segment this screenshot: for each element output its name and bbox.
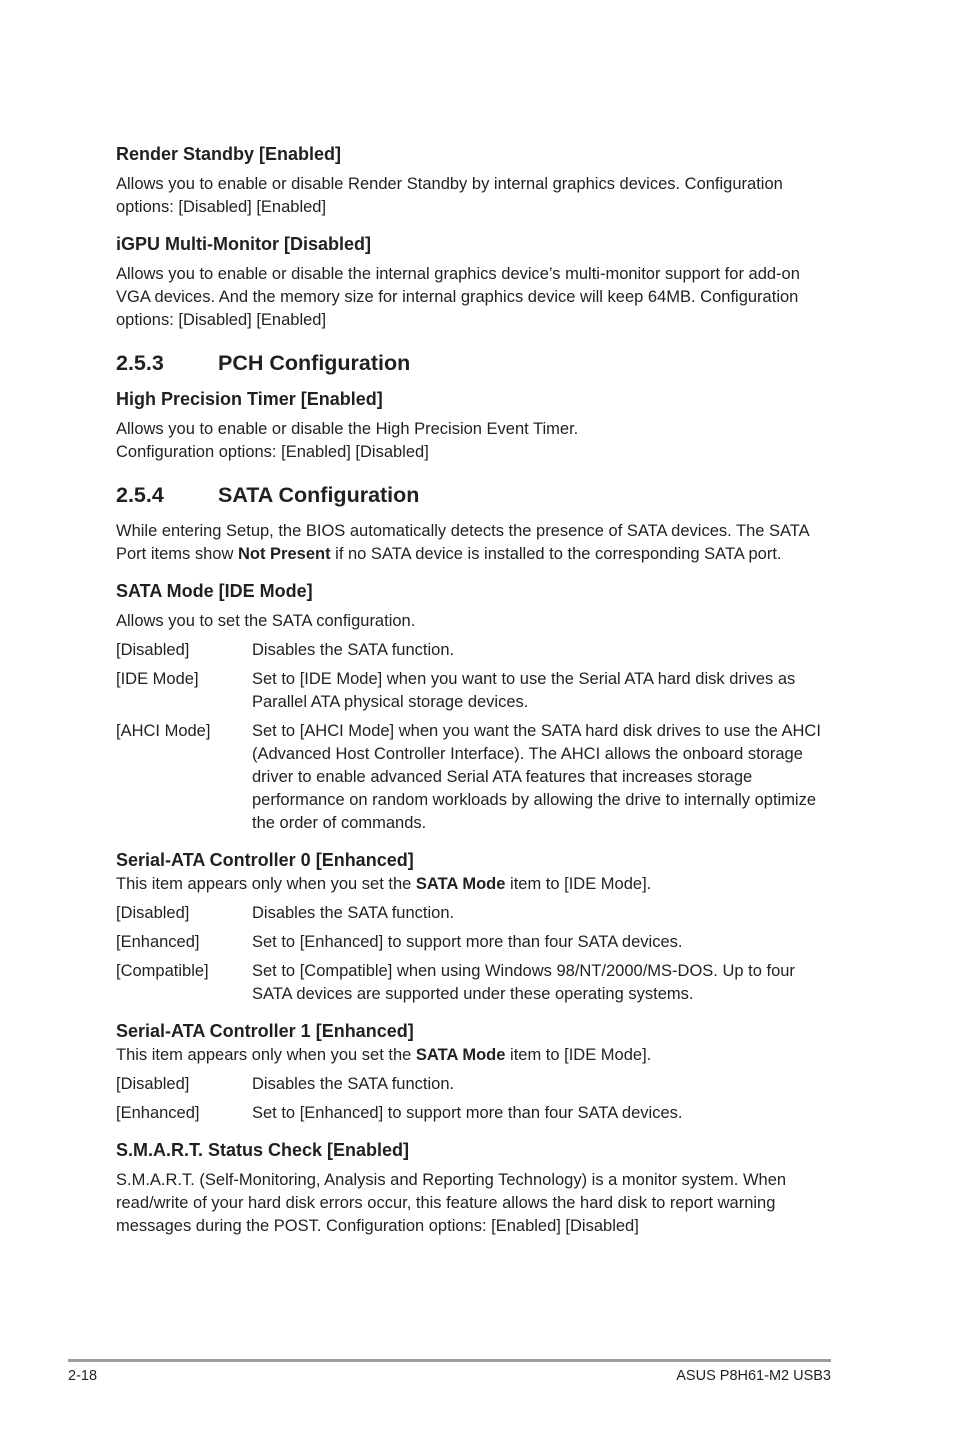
sata-section-title — [116, 482, 830, 508]
footer-product-name: ASUS P8H61-M2 USB3 — [676, 1368, 831, 1384]
option-key: [Disabled] — [116, 1075, 190, 1093]
igpu-heading: iGPU Multi-Monitor [Disabled] — [116, 234, 371, 254]
render-standby-body: Allows you to enable or disable Render Standby by internal graphics devices. Configuration options: [Disabled] [Enabled] — [116, 175, 783, 216]
ctrl0-heading: Serial-ATA Controller 0 [Enhanced] — [116, 850, 414, 870]
pch-section-title — [116, 350, 830, 376]
option-value: Set to [Enhanced] to support more than four SATA devices. — [252, 933, 683, 951]
ctrl0-body — [116, 873, 830, 896]
ctrl1-body — [116, 1044, 830, 1067]
sata-mode-heading: SATA Mode [IDE Mode] — [116, 581, 313, 601]
sata-mode-option — [116, 720, 830, 835]
ctrl0-body-bold: SATA Mode — [415, 875, 506, 893]
sata-section-label: SATA Configuration — [218, 483, 420, 507]
hpet-body — [116, 418, 830, 464]
footer-page-number: 2-18 — [68, 1368, 98, 1384]
option-value: Set to [Enhanced] to support more than four SATA devices. — [252, 1104, 683, 1122]
option-value: Set to [IDE Mode] when you want to use the Serial ATA hard disk drives as Parallel ATA physical storage devices. — [252, 670, 796, 711]
option-key: [Disabled] — [116, 904, 190, 922]
option-value: Set to [Compatible] when using Windows 98/NT/2000/MS-DOS. Up to four SATA devices are supported under these operating systems. — [252, 962, 795, 1003]
footer-divider — [68, 1359, 831, 1362]
sata-mode-option — [116, 668, 830, 714]
manual-page — [116, 143, 830, 1252]
sata-intro-b: if no SATA device is installed to the corresponding SATA port. — [330, 545, 782, 563]
option-value: Disables the SATA function. — [252, 904, 455, 922]
ctrl0-body-a: This item appears only when you set the — [116, 875, 416, 893]
pch-section-label: PCH Configuration — [218, 351, 411, 375]
option-key: [IDE Mode] — [116, 670, 199, 688]
option-key: [AHCI Mode] — [116, 722, 211, 740]
option-value: Disables the SATA function. — [252, 641, 455, 659]
smart-body: S.M.A.R.T. (Self-Monitoring, Analysis and Reporting Technology) is a monitor system. When read/write of your hard disk errors occur, this feature allows the hard disk to report warning messages during the POST. Configuration options: [Enabled] [Disabled] — [116, 1171, 787, 1235]
ctrl1-body-a: This item appears only when you set the — [116, 1046, 416, 1064]
ctrl0-body-b: item to [IDE Mode]. — [505, 875, 652, 893]
option-key: [Enhanced] — [116, 1104, 200, 1122]
smart-heading: S.M.A.R.T. Status Check [Enabled] — [116, 1140, 410, 1160]
pch-section-number: 2.5.3 — [116, 351, 164, 375]
ctrl1-body-b: item to [IDE Mode]. — [505, 1046, 652, 1064]
sata-intro-a: While entering Setup, the BIOS automatically detects the presence of SATA devices. The SATA Port items show — [116, 522, 809, 563]
ctrl0-option — [116, 902, 830, 925]
ctrl0-option — [116, 960, 830, 1006]
sata-section-number: 2.5.4 — [116, 483, 164, 507]
option-key: [Compatible] — [116, 962, 209, 980]
option-value: Disables the SATA function. — [252, 1075, 455, 1093]
hpet-line-2: Configuration options: [Enabled] [Disabled] — [116, 443, 429, 461]
sata-mode-body: Allows you to set the SATA configuration. — [116, 612, 416, 630]
render-standby-heading: Render Standby [Enabled] — [116, 144, 342, 164]
sata-intro-bold: Not Present — [237, 545, 331, 563]
option-key: [Disabled] — [116, 641, 190, 659]
ctrl1-body-bold: SATA Mode — [415, 1046, 506, 1064]
sata-intro — [116, 520, 830, 566]
igpu-body: Allows you to enable or disable the internal graphics device’s multi-monitor support for add-on VGA devices. And the memory size for internal graphics device will keep 64MB. Configuration options: [Disabled] [Enabled] — [116, 265, 800, 329]
ctrl1-heading: Serial-ATA Controller 1 [Enhanced] — [116, 1021, 414, 1041]
ctrl0-option — [116, 931, 830, 954]
hpet-line-1: Allows you to enable or disable the High Precision Event Timer. — [116, 420, 579, 438]
sata-mode-option — [116, 639, 830, 662]
option-value: Set to [AHCI Mode] when you want the SATA hard disk drives to use the AHCI (Advanced Host Controller Interface). The AHCI allows the onboard storage driver to enable advanced Serial ATA features that increases storage performance on random workloads by allowing the drive to internally optimize the order of commands. — [252, 722, 821, 832]
ctrl1-option — [116, 1073, 830, 1096]
option-key: [Enhanced] — [116, 933, 200, 951]
hpet-heading: High Precision Timer [Enabled] — [116, 389, 383, 409]
ctrl1-option — [116, 1102, 830, 1125]
